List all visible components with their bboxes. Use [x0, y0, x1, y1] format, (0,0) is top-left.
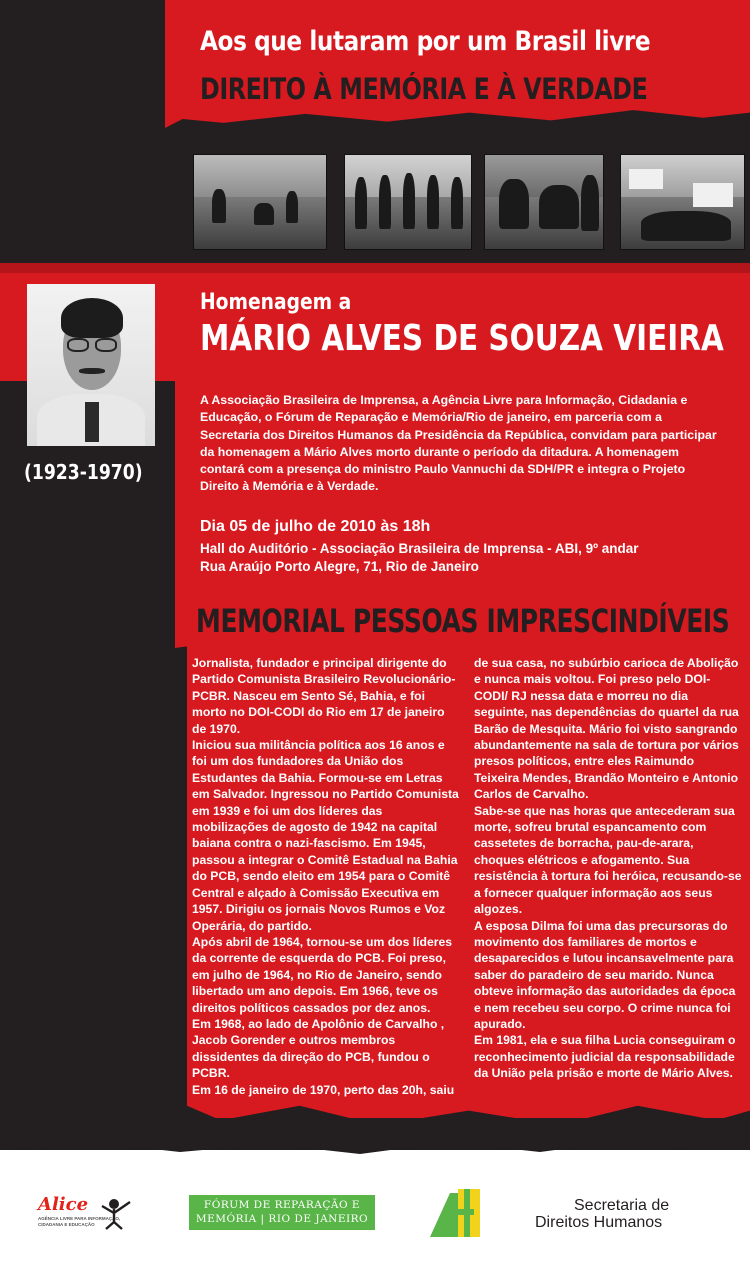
biography-paragraph: Jornalista, fundador e principal dirigente do Partido Comunista Brasileiro Revolucionário-PCBR. Nasceu em Sento Sé, Bahia, e foi morto no DOI-CODI do Rio em 17 de janeiro de 1970. — [192, 656, 456, 736]
sdh-logo-line2: Direitos Humanos — [535, 1214, 663, 1231]
biography-paragraph: Em 16 de janeiro de 1970, perto das 20h, saiu — [192, 1082, 455, 1097]
top-red-banner — [165, 0, 750, 128]
photo-mounted-police — [484, 154, 604, 250]
memorial-title: MEMORIAL PESSOAS IMPRESCINDÍVEIS — [196, 602, 730, 640]
photo-soldiers-march — [344, 154, 472, 250]
band-shadow — [0, 263, 750, 273]
biography-paragraph: Sabe-se que nas horas que antecederam sua morte, sofreu brutal espancamento com cassetetes de borracha, pau-de-arara, choques elétricos e afogamento. Sua resistência à tortura foi heróica, recusando-se a fornecer qualquer informação aos seus algozes. — [474, 803, 742, 917]
header-subtitle: DIREITO À MEMÓRIA E À VERDADE — [200, 72, 648, 106]
abi-logo-icon — [428, 1187, 482, 1239]
forum-logo-line1: FÓRUM DE REPARAÇÃO E — [203, 1199, 361, 1211]
alice-logo-subtitle: AGÊNCIA LIVRE PARA INFORMAÇÃO, CIDADANIA E EDUCAÇÃO — [38, 1216, 121, 1227]
biography-paragraph: Em 1968, ao lado de Apolônio de Carvalho , Jacob Gorender e outros membros dissidentes da direção do PCB, fundou o PCBR. — [192, 1016, 445, 1081]
homage-prefix: Homenagem a — [200, 290, 352, 315]
biography-paragraph: de sua casa, no subúrbio carioca de Abolição e nunca mais voltou. Foi preso pelo DOI-CODI/ RJ nessa data e morreu no dia seguinte, nas dependências do quartel da rua Barão de Mesquita. Mário foi visto sangrando abundantemente na sala de tortura por vários presos políticos, entre eles Raimundo Teixeira Mendes, Brandão Monteiro e Antonio Carlos de Carvalho. — [474, 656, 739, 802]
alice-logo: Alice — [38, 1194, 89, 1215]
event-address: Rua Araújo Porto Alegre, 71, Rio de Janeiro — [200, 559, 479, 574]
biography-left-column — [192, 655, 462, 1098]
header-title: Aos que lutaram por um Brasil livre — [200, 26, 651, 57]
biography-paragraph: Iniciou sua militância política aos 16 anos e foi um dos fundadores da União dos Estudantes da Bahia. Formou-se em Letras em Salvador. Ingressou no Partido Comunista em 1939 e foi um dos líderes das mobilizações de agosto de 1942 na capital baiana contra o nazi-fascismo. Em 1945, passou a integrar o Comitê Estadual na Bahia do PCB, sendo eleito em 1954 para o Comitê Central e alçado à Comissão Executiva em 1957. Dirigiu os jornais Novos Rumos e Voz Operária, do partido. — [192, 738, 459, 933]
event-venue: Hall do Auditório - Associação Brasileira de Imprensa - ABI, 9º andar — [200, 541, 639, 556]
alice-figure-icon — [96, 1196, 134, 1230]
life-years: (1923-1970) — [24, 460, 143, 484]
biography-paragraph: Em 1981, ela e sua filha Lucia conseguiram o reconhecimento judicial da responsabilidade da União pela prisão e morte de Mário Alves. — [474, 1033, 736, 1081]
photo-street-scene — [193, 154, 327, 250]
honoree-name: MÁRIO ALVES DE SOUZA VIEIRA — [200, 318, 724, 359]
event-date: Dia 05 de julho de 2010 às 18h — [200, 518, 431, 535]
left-black-strip — [0, 0, 175, 1150]
biography-paragraph: A esposa Dilma foi uma das precursoras do movimento dos familiares de mortos e desaparecidos e lutou incansavelmente para saber do paradeiro de seu marido. Nunca obteve informação das autoridades da época e nem recebeu seu corpo. O crime nunca foi apurado. — [474, 918, 736, 1031]
torn-edge — [0, 1118, 750, 1158]
portrait-photo — [27, 284, 155, 446]
biography-right-column — [474, 655, 742, 1082]
photo-protest-crowd — [620, 154, 745, 250]
invitation-text: A Associação Brasileira de Imprensa, a Agência Livre para Informação, Cidadania e Educação, o Fórum de Reparação e Memória/Rio de janeiro, em parceria com a Secretaria dos Direitos Humanos da Presidência da República, convidam para participar da homenagem a Mário Alves morto durante o período da ditadura. A homenagem contará com a presença do ministro Paulo Vannuchi da SDH/PR e integra o Projeto Direito à Memória e à Verdade. — [200, 393, 717, 494]
sdh-logo-line1: Secretaria de — [574, 1197, 670, 1214]
forum-logo-text — [189, 1198, 375, 1226]
biography-paragraph: Após abril de 1964, tornou-se um dos líderes da corrente de esquerda do PCB. Foi preso, em julho de 1964, no Rio de Janeiro, sendo libertado um ano depois. Em 1966, teve os direitos políticos cassados por dez anos. — [192, 934, 453, 1015]
forum-logo-line2: MEMÓRIA | RIO DE JANEIRO — [195, 1213, 369, 1225]
